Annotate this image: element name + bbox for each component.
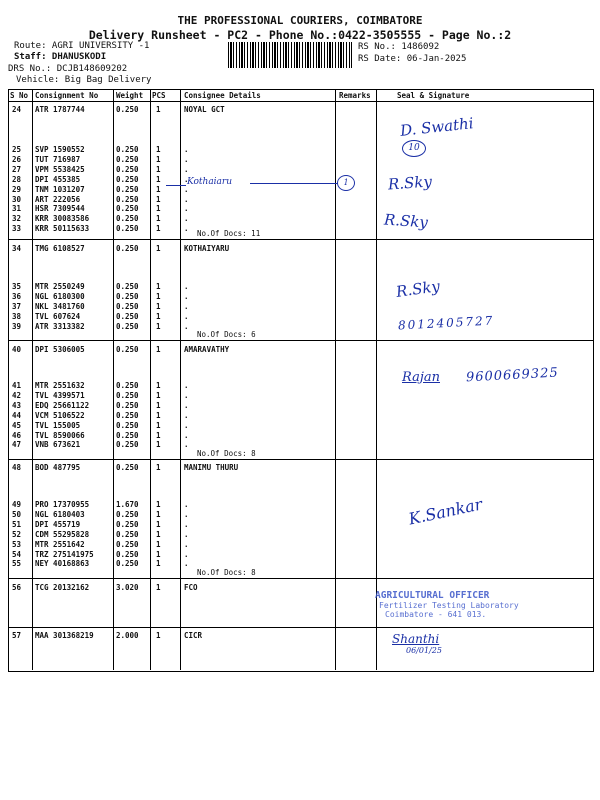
row-cons: VPM 5538425 bbox=[35, 164, 85, 174]
row-pcs: 1 bbox=[156, 345, 161, 354]
row-cons: MTR 2551642 bbox=[35, 539, 85, 549]
row-cons: BOD 487795 bbox=[35, 463, 81, 472]
row-cons: TVL 155005 bbox=[35, 420, 81, 430]
row-consignee: . bbox=[184, 440, 189, 450]
stamp-line-2: Fertilizer Testing Laboratory bbox=[379, 601, 519, 610]
rs-date: RS Date: 06-Jan-2025 bbox=[358, 54, 467, 64]
row-sno: 52 bbox=[12, 529, 22, 539]
row-weight: 0.250 bbox=[116, 430, 139, 440]
row-weight: 0.250 bbox=[116, 224, 139, 234]
row-pcs: 1 bbox=[156, 224, 161, 234]
stamp-title: AGRICULTURAL OFFICER bbox=[375, 590, 490, 601]
row-consignee: . bbox=[184, 291, 189, 301]
row-cons: TRZ 275141975 bbox=[35, 549, 94, 559]
row-sno: 34 bbox=[12, 244, 22, 253]
row-weight: 1.670 bbox=[116, 500, 139, 509]
row-weight: 0.250 bbox=[116, 194, 139, 204]
signature-swathi: D. Swathi bbox=[399, 114, 475, 140]
group-rule bbox=[8, 340, 593, 341]
row-sno: 25 bbox=[12, 145, 22, 154]
barcode bbox=[228, 42, 352, 68]
row-cons: DPI 455385 bbox=[35, 174, 81, 184]
row-consignee: . bbox=[184, 311, 189, 321]
row-sno: 30 bbox=[12, 194, 22, 204]
row-consignee: MANIMU THURU bbox=[184, 463, 239, 472]
row-cons: NEY 40168863 bbox=[35, 559, 90, 569]
row-consignee: . bbox=[184, 519, 189, 529]
row-sno: 55 bbox=[12, 559, 22, 569]
row-weight: 3.020 bbox=[116, 583, 139, 592]
row-weight: 0.250 bbox=[116, 282, 139, 291]
row-sno: 32 bbox=[12, 214, 22, 224]
row-cons: KRR 50115633 bbox=[35, 224, 90, 234]
row-cons: ATR 3313382 bbox=[35, 321, 85, 331]
row-pcs: 1 bbox=[156, 194, 161, 204]
row-pcs: 1 bbox=[156, 420, 161, 430]
row-sno: 43 bbox=[12, 400, 22, 410]
row-sno: 49 bbox=[12, 500, 22, 509]
row-cons: VNB 673621 bbox=[35, 440, 81, 450]
row-sno: 40 bbox=[12, 345, 22, 354]
row-cons: TMG 6108527 bbox=[35, 244, 85, 253]
row-sno: 33 bbox=[12, 224, 22, 234]
row-weight: 0.250 bbox=[116, 519, 139, 529]
row-cons: HSR 7309544 bbox=[35, 204, 85, 214]
group-rule bbox=[8, 459, 593, 460]
row-pcs: 1 bbox=[156, 519, 161, 529]
row-cons: SVP 1590552 bbox=[35, 145, 85, 154]
row-cons: NGL 6180403 bbox=[35, 509, 85, 519]
row-weight: 0.250 bbox=[116, 244, 139, 253]
row-consignee: . bbox=[184, 321, 189, 331]
row-sno: 53 bbox=[12, 539, 22, 549]
row-cons: EDQ 25661122 bbox=[35, 400, 90, 410]
row-weight: 0.250 bbox=[116, 154, 139, 164]
annotation-line bbox=[166, 185, 186, 186]
row-consignee: KOTHAIYARU bbox=[184, 244, 230, 253]
row-consignee: . bbox=[184, 214, 189, 224]
row-pcs: 1 bbox=[156, 549, 161, 559]
company-title: THE PROFESSIONAL COURIERS, COIMBATORE bbox=[177, 14, 423, 27]
row-sno: 31 bbox=[12, 204, 22, 214]
col-divider bbox=[150, 89, 151, 670]
row-consignee: . bbox=[184, 509, 189, 519]
row-weight: 0.250 bbox=[116, 301, 139, 311]
row-consignee: . bbox=[184, 301, 189, 311]
col-divider bbox=[335, 89, 336, 670]
row-sno: 48 bbox=[12, 463, 22, 472]
col-header-remarks: Remarks bbox=[339, 91, 371, 100]
row-pcs: 1 bbox=[156, 282, 161, 291]
row-weight: 0.250 bbox=[116, 463, 139, 472]
row-pcs: 1 bbox=[156, 583, 161, 592]
row-weight: 0.250 bbox=[116, 145, 139, 154]
row-sno: 50 bbox=[12, 509, 22, 519]
row-consignee: . bbox=[184, 420, 189, 430]
col-divider bbox=[180, 89, 181, 670]
row-cons: TVL 4399571 bbox=[35, 390, 85, 400]
row-weight: 0.250 bbox=[116, 105, 139, 114]
row-weight: 0.250 bbox=[116, 509, 139, 519]
row-pcs: 1 bbox=[156, 463, 161, 472]
office-stamp bbox=[375, 590, 519, 628]
row-sno: 28 bbox=[12, 174, 22, 184]
row-sno: 56 bbox=[12, 583, 22, 592]
row-pcs: 1 bbox=[156, 440, 161, 450]
row-weight: 0.250 bbox=[116, 204, 139, 214]
row-sno: 41 bbox=[12, 381, 22, 390]
row-cons: TVL 8590066 bbox=[35, 430, 85, 440]
phone-kothaiyaru: 8012405727 bbox=[397, 313, 495, 333]
col-divider bbox=[376, 89, 377, 670]
row-weight: 0.250 bbox=[116, 321, 139, 331]
row-pcs: 1 bbox=[156, 321, 161, 331]
note-kothaiaru: Kothaiaru bbox=[187, 177, 233, 187]
row-pcs: 1 bbox=[156, 244, 161, 253]
row-pcs: 1 bbox=[156, 145, 161, 154]
phone-amaravathy: 9600669325 bbox=[465, 365, 560, 386]
signature-rajan: Rajan bbox=[402, 370, 440, 385]
stamp-line-3: Coimbatore - 641 013. bbox=[385, 610, 487, 619]
col-header-weight: Weight bbox=[116, 91, 144, 100]
row-sno: 38 bbox=[12, 311, 22, 321]
row-weight: 0.250 bbox=[116, 559, 139, 569]
row-pcs: 1 bbox=[156, 311, 161, 321]
row-cons: TVL 607624 bbox=[35, 311, 81, 321]
row-pcs: 1 bbox=[156, 509, 161, 519]
row-pcs: 1 bbox=[156, 400, 161, 410]
row-consignee: . bbox=[184, 164, 189, 174]
row-sno: 54 bbox=[12, 549, 22, 559]
row-cons: MAA 301368219 bbox=[35, 631, 94, 640]
group-rule bbox=[8, 578, 593, 579]
row-pcs: 1 bbox=[156, 410, 161, 420]
row-weight: 0.250 bbox=[116, 291, 139, 301]
row-sno: 46 bbox=[12, 430, 22, 440]
col-header-seal-signature: Seal & Signature bbox=[397, 91, 470, 100]
row-weight: 0.250 bbox=[116, 381, 139, 390]
drs-label: DRS No.: DCJB148609202 bbox=[8, 64, 128, 74]
row-sno: 42 bbox=[12, 390, 22, 400]
route-label: Route: AGRI UNIVERSITY -1 bbox=[14, 41, 150, 51]
row-pcs: 1 bbox=[156, 559, 161, 569]
row-cons: PRO 17370955 bbox=[35, 500, 90, 509]
row-weight: 2.000 bbox=[116, 631, 139, 640]
signature-date: 06/01/25 bbox=[406, 646, 442, 655]
row-weight: 0.250 bbox=[116, 420, 139, 430]
row-pcs: 1 bbox=[156, 631, 161, 640]
docs-count: No.Of Docs: 11 bbox=[197, 229, 261, 238]
circled-count-1: 1 bbox=[337, 175, 355, 191]
row-consignee: . bbox=[184, 174, 189, 184]
row-cons: MTR 2550249 bbox=[35, 282, 85, 291]
row-cons: TUT 716987 bbox=[35, 154, 81, 164]
col-header-pcs: PCS bbox=[152, 91, 166, 100]
row-pcs: 1 bbox=[156, 529, 161, 539]
row-weight: 0.250 bbox=[116, 390, 139, 400]
col-divider bbox=[113, 89, 114, 670]
row-sno: 29 bbox=[12, 184, 22, 194]
row-sno: 44 bbox=[12, 410, 22, 420]
row-weight: 0.250 bbox=[116, 539, 139, 549]
group-rule bbox=[8, 627, 593, 628]
row-pcs: 1 bbox=[156, 204, 161, 214]
row-consignee: . bbox=[184, 282, 189, 291]
row-consignee: AMARAVATHY bbox=[184, 345, 230, 354]
row-sno: 37 bbox=[12, 301, 22, 311]
col-header-consignment: Consignment No bbox=[35, 91, 99, 100]
circled-count-10: 10 bbox=[402, 140, 426, 157]
row-cons: ART 222056 bbox=[35, 194, 81, 204]
row-pcs: 1 bbox=[156, 301, 161, 311]
row-pcs: 1 bbox=[156, 184, 161, 194]
row-pcs: 1 bbox=[156, 381, 161, 390]
row-cons: NGL 6180300 bbox=[35, 291, 85, 301]
row-consignee: . bbox=[184, 224, 189, 234]
signature-ksankar: K.Sankar bbox=[406, 494, 484, 529]
row-sno: 47 bbox=[12, 440, 22, 450]
row-pcs: 1 bbox=[156, 154, 161, 164]
row-consignee: . bbox=[184, 184, 189, 194]
row-cons: KRR 30083586 bbox=[35, 214, 90, 224]
row-weight: 0.250 bbox=[116, 529, 139, 539]
row-sno: 27 bbox=[12, 164, 22, 174]
row-consignee: . bbox=[184, 430, 189, 440]
signature-rsky-2: R.Sky bbox=[383, 210, 429, 232]
row-cons: DPI 455719 bbox=[35, 519, 81, 529]
row-weight: 0.250 bbox=[116, 164, 139, 174]
docs-count: No.Of Docs: 8 bbox=[197, 449, 256, 458]
docs-count: No.Of Docs: 8 bbox=[197, 568, 256, 577]
row-consignee: . bbox=[184, 400, 189, 410]
docs-count: No.Of Docs: 6 bbox=[197, 330, 256, 339]
row-consignee: . bbox=[184, 539, 189, 549]
group-rule bbox=[8, 239, 593, 240]
row-weight: 0.250 bbox=[116, 214, 139, 224]
row-cons: ATR 1787744 bbox=[35, 105, 85, 114]
annotation-line bbox=[250, 183, 338, 184]
row-sno: 39 bbox=[12, 321, 22, 331]
row-pcs: 1 bbox=[156, 390, 161, 400]
row-cons: CDM 55295828 bbox=[35, 529, 90, 539]
row-sno: 45 bbox=[12, 420, 22, 430]
row-consignee: . bbox=[184, 529, 189, 539]
row-sno: 36 bbox=[12, 291, 22, 301]
row-consignee: . bbox=[184, 194, 189, 204]
row-cons: DPI 5306005 bbox=[35, 345, 85, 354]
row-cons: NKL 3481760 bbox=[35, 301, 85, 311]
row-weight: 0.250 bbox=[116, 549, 139, 559]
row-consignee: CICR bbox=[184, 631, 203, 640]
col-header-sno: S No bbox=[10, 91, 29, 100]
row-cons: MTR 2551632 bbox=[35, 381, 85, 390]
row-pcs: 1 bbox=[156, 539, 161, 549]
row-cons: VCM 5106522 bbox=[35, 410, 85, 420]
row-pcs: 1 bbox=[156, 430, 161, 440]
row-consignee: . bbox=[184, 381, 189, 390]
row-pcs: 1 bbox=[156, 164, 161, 174]
col-divider bbox=[32, 89, 33, 670]
row-weight: 0.250 bbox=[116, 410, 139, 420]
row-pcs: 1 bbox=[156, 500, 161, 509]
row-consignee: . bbox=[184, 154, 189, 164]
row-weight: 0.250 bbox=[116, 345, 139, 354]
row-consignee: . bbox=[184, 500, 189, 509]
row-consignee: . bbox=[184, 549, 189, 559]
header-rule bbox=[8, 101, 593, 102]
row-weight: 0.250 bbox=[116, 311, 139, 321]
row-cons: TCG 20132162 bbox=[35, 583, 90, 592]
row-sno: 26 bbox=[12, 154, 22, 164]
runsheet-subtitle: Delivery Runsheet - PC2 - Phone No.:0422-3505555 - Page No.:2 bbox=[88, 28, 512, 42]
row-sno: 51 bbox=[12, 519, 22, 529]
row-weight: 0.250 bbox=[116, 440, 139, 450]
col-header-consignee: Consignee Details bbox=[184, 91, 261, 100]
signature-rsky-3: R.Sky bbox=[394, 277, 441, 301]
row-cons: TNM 1031207 bbox=[35, 184, 85, 194]
row-consignee: . bbox=[184, 145, 189, 154]
row-pcs: 1 bbox=[156, 214, 161, 224]
row-consignee: . bbox=[184, 410, 189, 420]
vehicle-label: Vehicle: Big Bag Delivery bbox=[16, 75, 152, 85]
row-pcs: 1 bbox=[156, 174, 161, 184]
row-weight: 0.250 bbox=[116, 184, 139, 194]
row-sno: 35 bbox=[12, 282, 22, 291]
rs-number: RS No.: 1486092 bbox=[358, 42, 440, 52]
signature-rsky-1: R.Sky bbox=[387, 172, 433, 194]
row-consignee: . bbox=[184, 390, 189, 400]
row-sno: 24 bbox=[12, 105, 22, 114]
row-pcs: 1 bbox=[156, 291, 161, 301]
row-sno: 57 bbox=[12, 631, 22, 640]
row-weight: 0.250 bbox=[116, 174, 139, 184]
row-weight: 0.250 bbox=[116, 400, 139, 410]
row-consignee: . bbox=[184, 559, 189, 569]
row-consignee: NOYAL GCT bbox=[184, 105, 225, 114]
staff-label: Staff: DHANUSKODI bbox=[14, 52, 107, 62]
row-pcs: 1 bbox=[156, 105, 161, 114]
signature-shanthi: Shanthi bbox=[392, 632, 440, 646]
row-consignee: . bbox=[184, 204, 189, 214]
row-consignee: FCO bbox=[184, 583, 198, 592]
